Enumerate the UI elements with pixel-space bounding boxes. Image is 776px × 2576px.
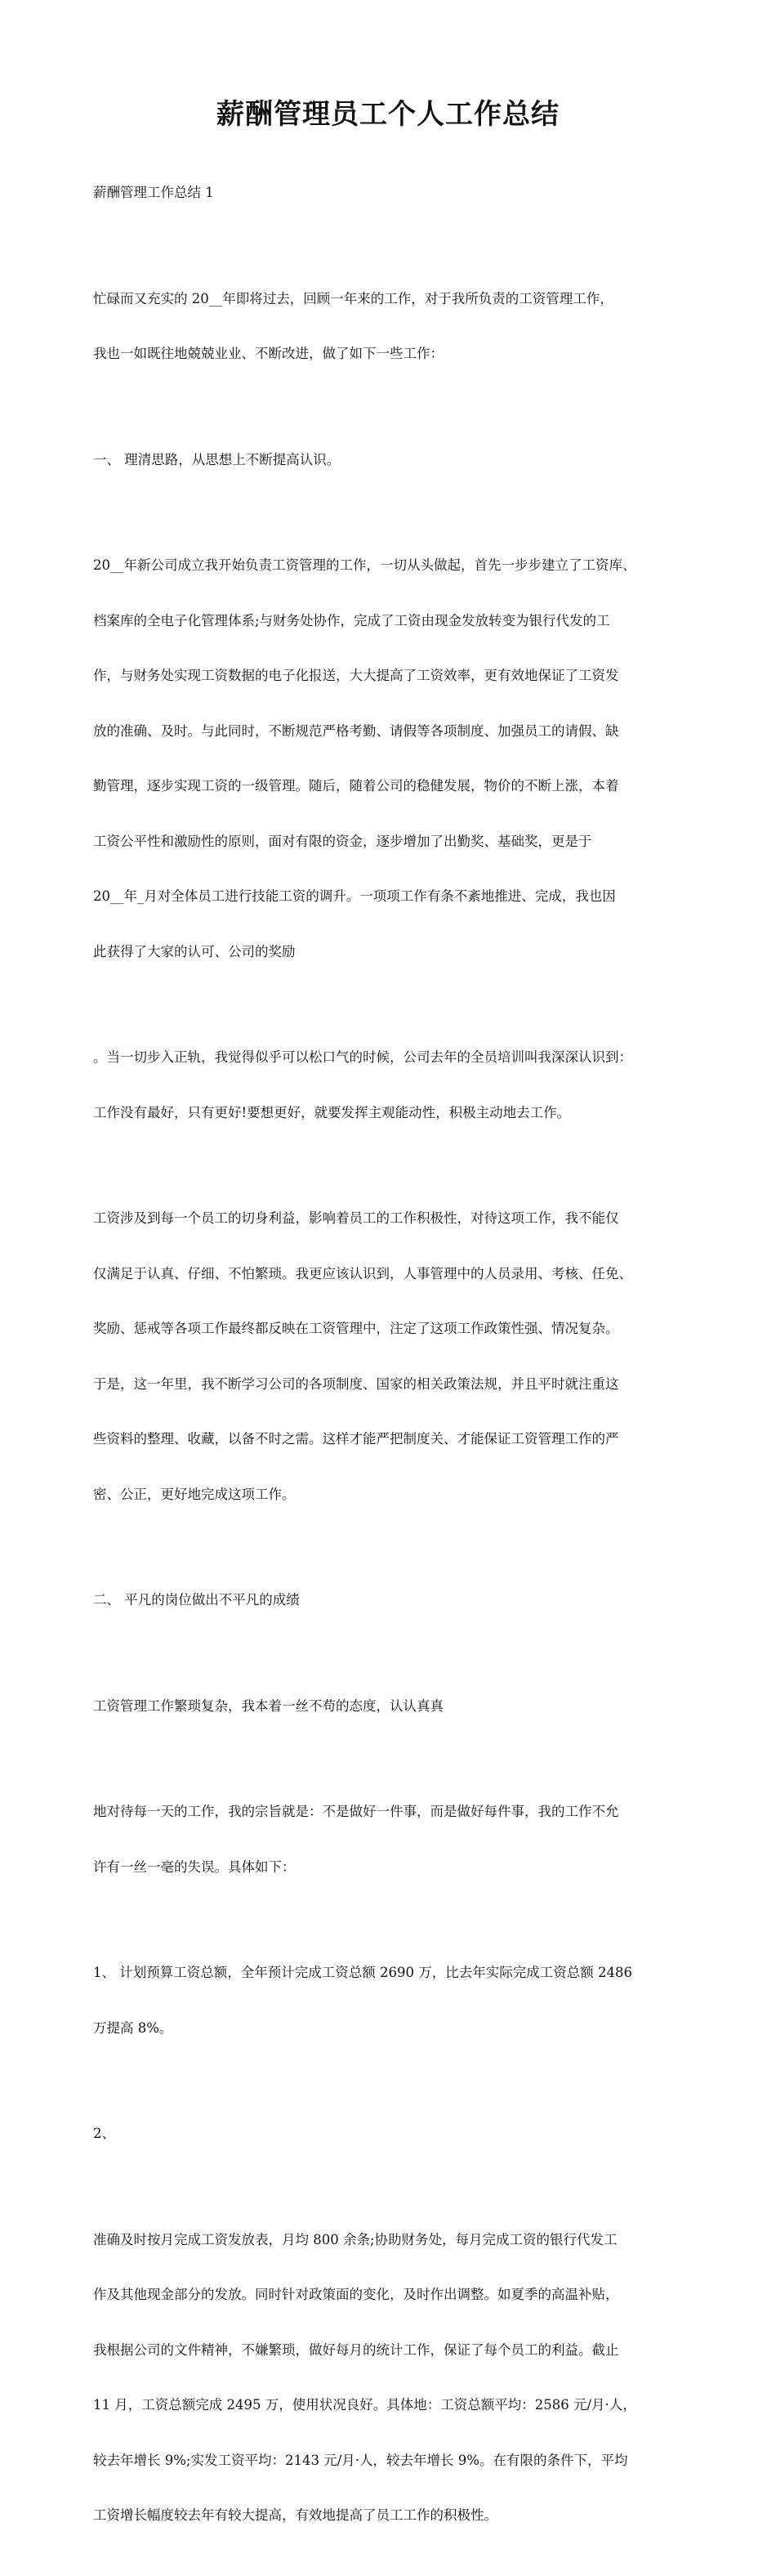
list-item-1 — [93, 1927, 694, 2074]
text-line: 勤管理，逐步实现工资的一级管理。随后，随着公司的稳健发展，物价的不断上涨，本着 — [93, 778, 619, 794]
text-line: 作及其他现金部分的发放。同时针对政策面的变化，及时作出调整。如夏季的高温补贴， — [93, 2287, 619, 2302]
list-item-2-marker — [93, 2088, 694, 2180]
text-line: 地对待每一天的工作，我的宗旨就是：不是做好一件事，而是做好每件事，我的工作不允 — [93, 1804, 619, 1819]
paragraph-principle — [93, 1766, 694, 1913]
text-line: 薪酬管理工作总结 1 — [93, 185, 214, 200]
text-line: 万提高 8%。 — [93, 2019, 173, 2036]
text-line: 工资公平性和激励性的原则，面对有限的资金，逐步增加了出勤奖、基础奖，更是于 — [93, 833, 592, 849]
text-line: 档案库的全电子化管理体系;与财务处协作，完成了工资由现金发放转变为银行代发的工 — [93, 612, 610, 628]
page-title: 薪酬管理员工个人工作总结 — [216, 98, 560, 131]
paragraph-salary-importance — [93, 1173, 694, 1541]
text-line: 此获得了大家的认可、公司的奖励 — [93, 943, 296, 959]
text-line: 些资料的整理、收藏，以备不时之需。这样才能严把制度关、才能保证工资管理工作的严 — [93, 1431, 619, 1447]
document-body — [93, 147, 694, 2576]
list-item-2-body — [93, 2194, 694, 2562]
paragraph-attitude — [93, 1661, 694, 1753]
paragraph-section-1-body — [93, 520, 694, 998]
text-line: 2、 — [93, 2126, 115, 2141]
text-line: 工资管理工作繁琐复杂，我本着一丝不苟的态度，认认真真 — [93, 1697, 444, 1714]
section-heading-2 — [93, 1554, 694, 1647]
text-line: 仅满足于认真、仔细、不怕繁琐。我更应该认识到，人事管理中的人员录用、考核、任免、 — [93, 1265, 632, 1281]
text-line: 奖励、惩戒等各项工作最终都反映在工资管理中，注定了这项工作政策性强、情况复杂。 — [93, 1321, 619, 1336]
text-line: 我根据公司的文件精神，不嫌繁琐，做好每月的统计工作，保证了每个员工的利益。截止 — [93, 2341, 619, 2358]
text-line: 。当一切步入正轨，我觉得似乎可以松口气的时候，公司去年的全员培训叫我深深认识到： — [93, 1049, 632, 1065]
text-line: 作，与财务处实现工资数据的电子化报送，大大提高了工资效率，更有效地保证了工资发 — [93, 668, 619, 683]
text-line: 忙碌而又充实的 20__年即将过去，回顾一年来的工作，对于我所负责的工资管理工作， — [93, 290, 613, 306]
text-line: 我也一如既往地兢兢业业、不断改进，做了如下一些工作： — [93, 346, 444, 361]
text-line: 20__年_月对全体员工进行技能工资的调升。一项项工作有条不紊地推进、完成，我也因 — [93, 888, 616, 904]
text-line: 密、公正，更好地完成这项工作。 — [93, 1486, 296, 1502]
paragraph-training — [93, 1012, 694, 1159]
text-line: 较去年增长 9%;实发工资平均：2143 元/月·人，较去年增长 9%。在有限的条件下，平均 — [93, 2452, 628, 2468]
paragraph-intro — [93, 253, 694, 400]
text-line: 于是，这一年里，我不断学习公司的各项制度、国家的相关政策法规，并且平时就注重这 — [93, 1375, 619, 1392]
text-line: 放的准确、及时。与此同时，不断规范严格考勤、请假等各项制度、加强员工的请假、缺 — [93, 722, 619, 739]
text-line: 工资涉及到每一个员工的切身利益，影响着员工的工作积极性，对待这项工作，我不能仅 — [93, 1210, 619, 1226]
text-line: 一、 理清思路，从思想上不断提高认识。 — [93, 451, 341, 467]
paragraph-heading-1 — [93, 147, 694, 239]
text-line: 1、 计划预算工资总额，全年预计完成工资总额 2690 万，比去年实际完成工资总额 2486 — [93, 1965, 632, 1980]
text-line: 工作没有最好，只有更好!要想更好，就要发挥主观能动性，积极主动地去工作。 — [93, 1104, 571, 1120]
text-line: 11 月，工资总额完成 2495 万，使用状况良好。具体地：工资总额平均：2586 元/月·人， — [93, 2397, 636, 2413]
text-line: 许有一丝一毫的失误。具体如下： — [93, 1858, 296, 1875]
text-line: 工资增长幅度较去年有较大提高，有效地提高了员工工作的积极性。 — [93, 2507, 497, 2523]
text-line: 二、 平凡的岗位做出不平凡的成绩 — [93, 1592, 300, 1608]
text-line: 20__年新公司成立我开始负责工资管理的工作，一切从头做起，首先一步步建立了工资库、 — [93, 557, 636, 573]
text-line: 准确及时按月完成工资发放表，月均 800 余条;协助财务处，每月完成工资的银行代发工 — [93, 2231, 618, 2247]
section-heading-1 — [93, 414, 694, 507]
